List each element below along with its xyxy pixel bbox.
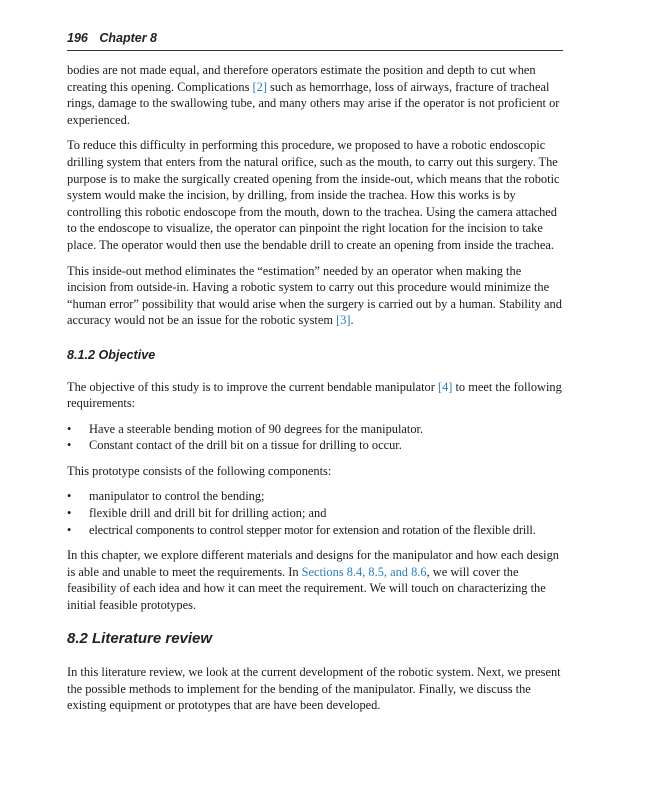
section-heading-objective: 8.1.2 Objective xyxy=(67,347,156,362)
list-item: • Constant contact of the drill bit on a tissue for drilling to occur. xyxy=(67,437,563,454)
paragraph-chapter-overview xyxy=(67,547,563,613)
list-item: • electrical components to control stepper motor for extension and rotation of the flexible drill. xyxy=(67,522,563,539)
list-item: • manipulator to control the bending; xyxy=(67,488,563,505)
running-head xyxy=(67,31,563,45)
paragraph-text: , we will cover the feasibility of each idea and how it can meet the requirement. We will touch on characterizing the initial feasible prototypes. xyxy=(67,564,546,613)
citation-link-4[interactable]: [4] xyxy=(437,379,453,394)
paragraph-text: . xyxy=(350,313,354,328)
paragraph-text: to meet the following requirements: xyxy=(67,379,562,411)
paragraph-text: such as hemorrhage, loss of airways, fracture of tracheal rings, damage to the swallowing tube, and many others may arise if the operator is not proficient or experienced. xyxy=(67,79,560,127)
citation-link-3[interactable]: [3] xyxy=(336,313,351,328)
paragraph-literature-review: In this literature review, we look at the current development of the robotic system. Next, we present the possible methods to implement for the bending of the manipulator. Finally, we discuss the existing equipment or prototypes that are have been developed. xyxy=(67,665,561,713)
citation-link-2[interactable]: [2] xyxy=(252,79,267,94)
header-rule xyxy=(67,50,563,51)
paragraph-text: In this chapter, we explore different materials and designs for the manipulator and how each design is able and unable to meet the requirements. In xyxy=(67,548,559,579)
section-heading-literature-review: 8.2 Literature review xyxy=(67,629,213,647)
chapter-title: Chapter 8 xyxy=(99,31,157,45)
paragraph-objective xyxy=(67,379,563,412)
requirements-list xyxy=(67,421,563,454)
page-number: 196 xyxy=(67,31,88,45)
list-item: • Have a steerable bending motion of 90 degrees for the manipulator. xyxy=(67,421,563,438)
list-item: • flexible drill and drill bit for drilling action; and xyxy=(67,505,563,522)
paragraph-inside-out xyxy=(67,263,563,329)
paragraph-robotic-proposal: To reduce this difficulty in performing this procedure, we proposed to have a robotic endoscopic drilling system that enters from the natural orifice, such as the mouth, to carry out this surgery. The purpose is to make the surgically created opening from the inside-out, which means that the robotic system would make the incision, by drilling, from inside the trachea. How this works is by controlling this robotic endoscope from the mouth, down to the trachea. Using the camera attached to the endoscope to visualize, the operator can pinpoint the right location for the incision to take place. The operator would then use the bendable drill to create an opening from inside the trachea. xyxy=(67,138,560,252)
body-text xyxy=(67,62,563,723)
paragraph-text: This inside-out method eliminates the “estimation” needed by an operator when making the incision from outside-in. Having a robotic system to carry out this procedure would minimize the “human error” possibility that would arise when the surgery is carried out by a human. Stability and accuracy would not be an issue for the robotic system xyxy=(67,263,562,328)
components-list xyxy=(67,488,563,538)
sections-link[interactable]: Sections 8.4, 8.5, and 8.6 xyxy=(301,564,427,579)
paragraph-components-intro: This prototype consists of the following components: xyxy=(67,463,332,478)
paragraph-text: The objective of this study is to improve the current bendable manipulator xyxy=(67,379,438,394)
paragraph-complications xyxy=(67,62,563,128)
paragraph-text: bodies are not made equal, and therefore operators estimate the position and depth to cut when creating this opening. Complications xyxy=(67,63,536,94)
